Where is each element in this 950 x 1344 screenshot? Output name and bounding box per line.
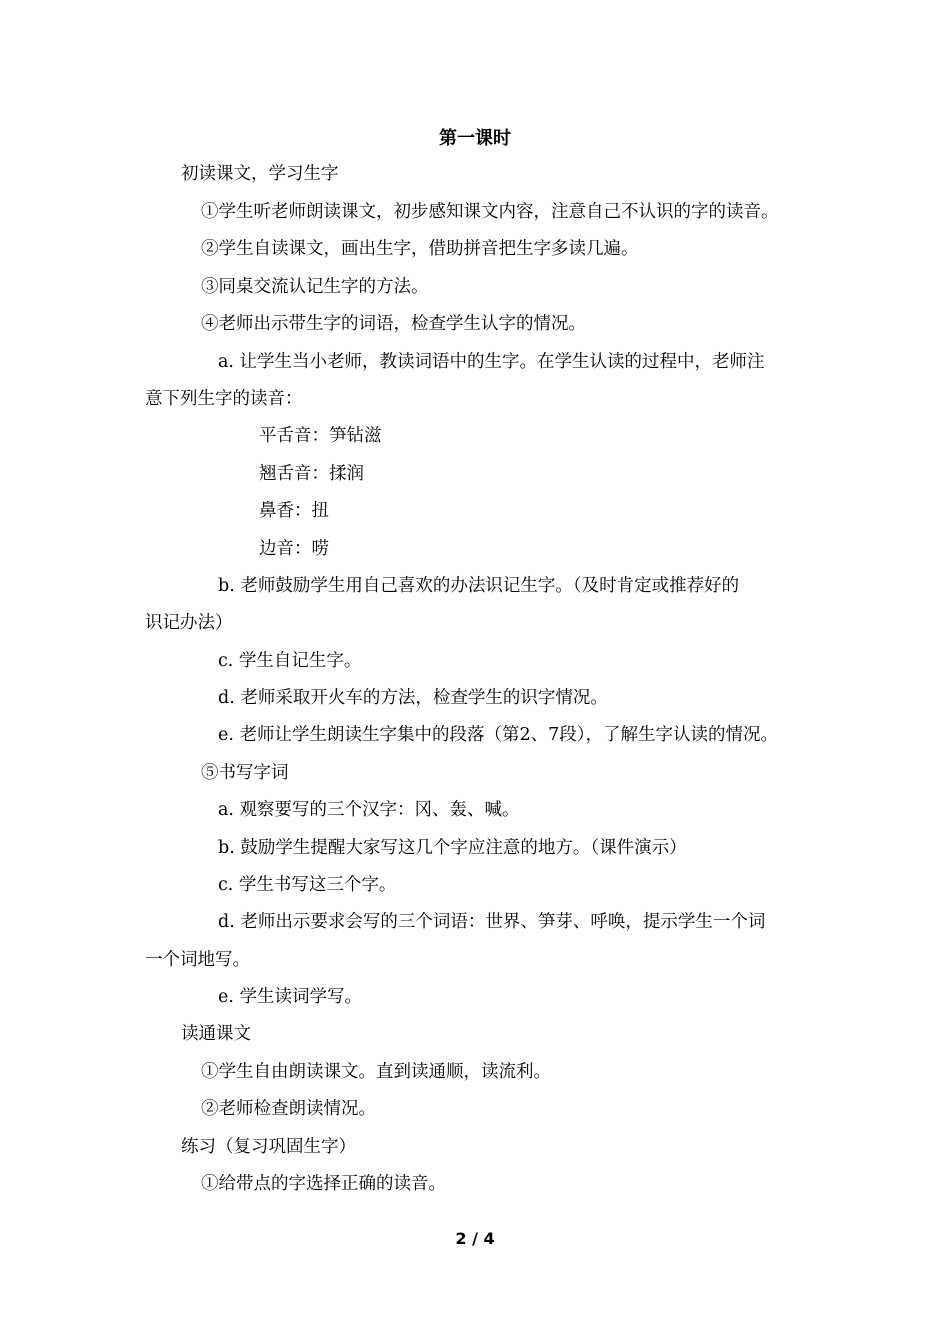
page-title: 第一课时	[439, 128, 511, 149]
step-1: ①给带点的字选择正确的读音。	[201, 1174, 446, 1194]
step-2: ②学生自读课文，画出生字，借助拼音把生字多读几遍。	[201, 239, 639, 259]
sub-item-a: a. 观察要写的三个汉字：冈、轰、喊。	[218, 800, 520, 820]
pronunciation-line: 平舌音：笋钻滋	[259, 426, 382, 446]
step-5: ⑤书写字词	[201, 763, 289, 783]
sub-item-b: b. 鼓励学生提醒大家写这几个字应注意的地方。（课件演示）	[218, 838, 687, 858]
sub-item-b: b. 老师鼓励学生用自己喜欢的办法识记生字。（及时肯定或推荐好的	[218, 576, 740, 596]
sub-item-d-cont: 一个词地写。	[145, 950, 250, 970]
pronunciation-line: 鼻香：扭	[259, 501, 329, 521]
sub-item-e: e. 老师让学生朗读生字集中的段落（第2、7段），了解生字认读的情况。	[218, 725, 778, 745]
step-1: ①学生自由朗读课文。直到读通顺，读流利。	[201, 1062, 551, 1082]
sub-item-c: c. 学生自记生字。	[218, 651, 362, 671]
step-2: ②老师检查朗读情况。	[201, 1099, 376, 1119]
section-heading: 练习（复习巩固生字）	[181, 1137, 356, 1157]
pronunciation-line: 边音：唠	[259, 539, 329, 559]
step-1: ①学生听老师朗读课文，初步感知课文内容，注意自己不认识的字的读音。	[201, 202, 779, 222]
step-4: ④老师出示带生字的词语，检查学生认字的情况。	[201, 314, 586, 334]
page-number: 2 / 4	[455, 1229, 495, 1248]
section-heading: 初读课文，学习生字	[181, 164, 339, 184]
sub-item-a: a. 让学生当小老师，教读词语中的生字。在学生认读的过程中，老师注	[218, 352, 765, 372]
sub-item-d: d. 老师采取开火车的方法，检查学生的识字情况。	[218, 688, 608, 708]
section-heading: 读通课文	[181, 1024, 251, 1044]
sub-item-a-cont: 意下列生字的读音：	[145, 389, 303, 409]
sub-item-e: e. 学生读词学写。	[218, 987, 362, 1007]
step-3: ③同桌交流认记生字的方法。	[201, 277, 429, 297]
pronunciation-line: 翘舌音：揉润	[259, 464, 364, 484]
sub-item-d: d. 老师出示要求会写的三个词语：世界、笋芽、呼唤，提示学生一个词	[218, 912, 766, 932]
sub-item-c: c. 学生书写这三个字。	[218, 875, 397, 895]
sub-item-b-cont: 识记办法）	[145, 613, 233, 633]
